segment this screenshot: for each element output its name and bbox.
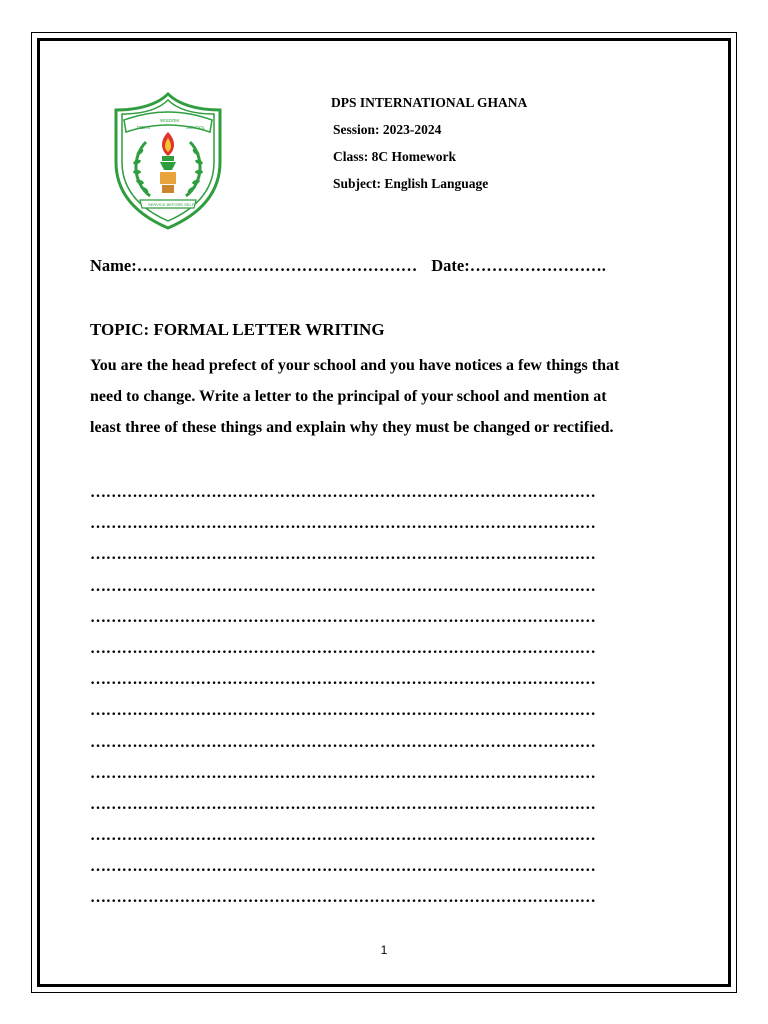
topic-heading: TOPIC: FORMAL LETTER WRITING bbox=[90, 320, 385, 339]
prompt-line: You are the head prefect of your school and you have notices a few things that bbox=[90, 357, 620, 374]
answer-line: …………………………………………………………………………………… bbox=[90, 671, 596, 689]
prompt-paragraph bbox=[90, 350, 690, 443]
answer-line: …………………………………………………………………………………… bbox=[90, 764, 596, 782]
answer-line: …………………………………………………………………………………… bbox=[90, 639, 596, 657]
name-field: Name:…………………………………………… bbox=[90, 256, 418, 275]
date-field: Date:……………………. bbox=[431, 256, 606, 275]
answer-lines bbox=[90, 477, 672, 914]
school-crest-logo bbox=[110, 92, 226, 230]
class-text: Class: 8C Homework bbox=[333, 149, 456, 164]
school-info-block bbox=[331, 92, 527, 200]
page-number: 1 bbox=[380, 943, 388, 957]
answer-line: …………………………………………………………………………………… bbox=[90, 702, 596, 720]
answer-line: …………………………………………………………………………………… bbox=[90, 795, 596, 813]
crest-banner-center: WISDOM bbox=[160, 118, 179, 123]
answer-line: …………………………………………………………………………………… bbox=[90, 858, 596, 876]
crest-banner-right: SCHOOL bbox=[186, 125, 206, 130]
answer-line: …………………………………………………………………………………… bbox=[90, 827, 596, 845]
crest-banner-left: DELHI bbox=[137, 125, 151, 130]
crest-motto: SERVICE BEFORE SELF bbox=[148, 202, 195, 207]
subject-text: Subject: English Language bbox=[333, 176, 489, 191]
session-text: Session: 2023-2024 bbox=[333, 122, 442, 137]
answer-line: …………………………………………………………………………………… bbox=[90, 484, 596, 501]
prompt-line: need to change. Write a letter to the principal of your school and mention at bbox=[90, 388, 607, 405]
answer-line: …………………………………………………………………………………… bbox=[90, 733, 596, 751]
answer-line: …………………………………………………………………………………… bbox=[90, 608, 596, 626]
school-name: DPS INTERNATIONAL GHANA bbox=[331, 95, 528, 110]
prompt-line: least three of these things and explain why they must be changed or rectified. bbox=[90, 419, 614, 436]
answer-line: …………………………………………………………………………………… bbox=[90, 577, 596, 595]
answer-line: …………………………………………………………………………………… bbox=[90, 889, 596, 907]
answer-line: …………………………………………………………………………………… bbox=[90, 515, 596, 533]
answer-line: …………………………………………………………………………………… bbox=[90, 546, 596, 564]
name-date-line bbox=[90, 256, 606, 276]
